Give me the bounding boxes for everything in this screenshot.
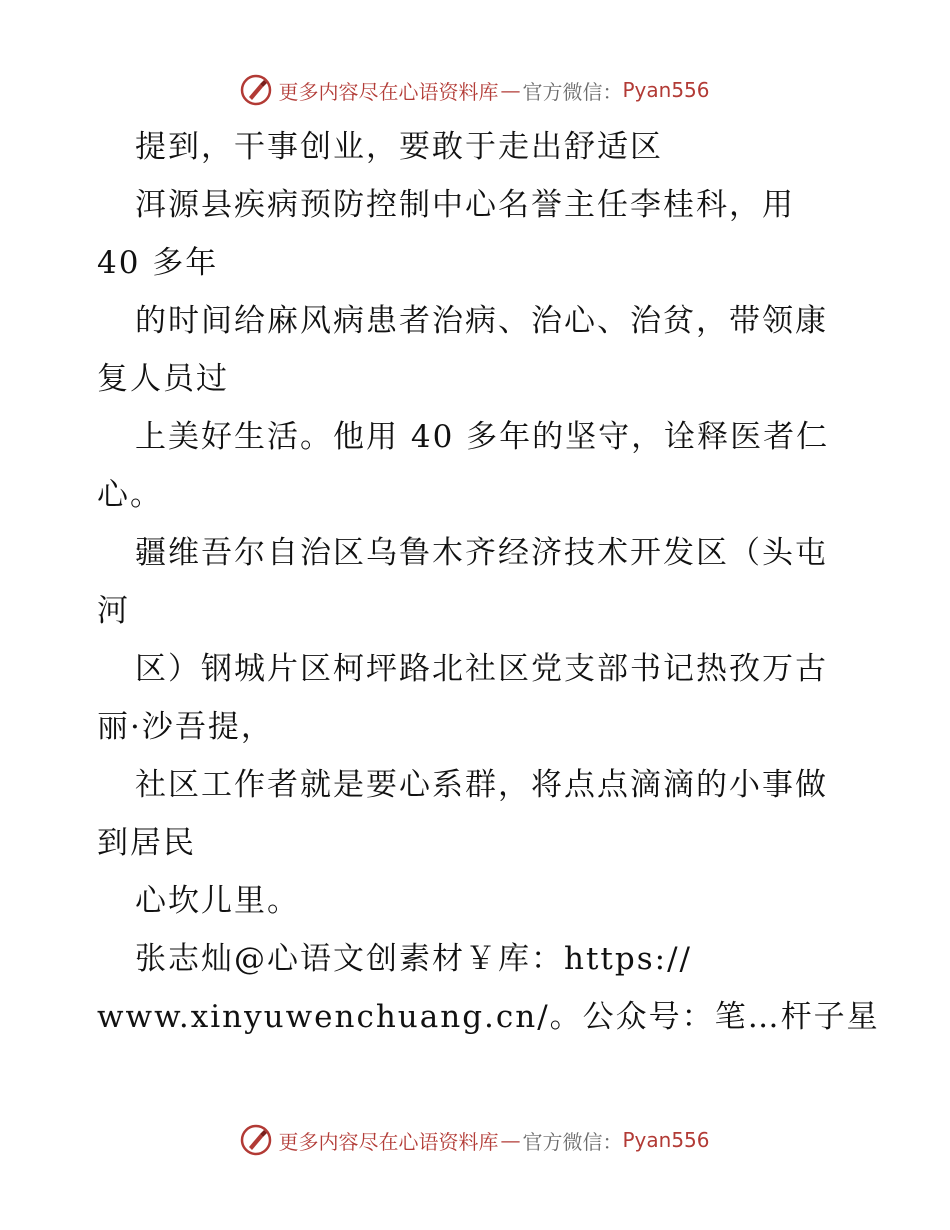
banner-wechat-label: 官方微信： — [522, 1129, 623, 1154]
text-line: 心坎儿里。 — [135, 883, 300, 919]
text-line: 40 多年 — [97, 245, 219, 281]
text-line: 提到，干事创业，要敢于走出舒适区 — [135, 129, 663, 165]
text-line: 河 — [97, 593, 130, 629]
text-line: 社区工作者就是要心系群，将点点滴滴的小事做 — [135, 767, 828, 803]
banner-text: 更多内容尽在心语资料库 — [278, 79, 499, 104]
text-line: 心。 — [97, 477, 163, 513]
banner-wechat-label: 官方微信： — [522, 79, 623, 104]
banner-wechat-id: Pyan556 — [622, 78, 710, 102]
text-line: 到居民 — [97, 825, 196, 861]
pen-logo-icon — [240, 1124, 272, 1156]
text-line: 区）钢城片区柯坪路北社区党支部书记热孜万古 — [135, 651, 828, 687]
text-line: www.xinyuwenchuang.cn/。公众号：笔…杆子星 — [97, 999, 880, 1035]
text-line: 丽·沙吾提， — [97, 709, 274, 745]
banner-text: 更多内容尽在心语资料库 — [278, 1129, 499, 1154]
banner-separator: — — [500, 1128, 521, 1152]
document-body — [97, 118, 880, 1046]
footer-banner — [0, 1120, 950, 1160]
header-banner — [0, 70, 950, 110]
text-line: 的时间给麻风病患者治病、治心、治贫，带领康 — [135, 303, 828, 339]
text-line: 张志灿@心语文创素材￥库：https:// — [135, 941, 692, 977]
text-line: 洱源县疾病预防控制中心名誉主任李桂科，用 — [135, 187, 795, 223]
banner-separator: — — [500, 78, 521, 102]
text-line: 复人员过 — [97, 361, 229, 397]
banner-wechat-id: Pyan556 — [622, 1128, 710, 1152]
text-line: 疆维吾尔自治区乌鲁木齐经济技术开发区（头屯 — [135, 535, 828, 571]
pen-logo-icon — [240, 74, 272, 106]
text-line: 上美好生活。他用 40 多年的坚守，诠释医者仁 — [135, 419, 830, 455]
